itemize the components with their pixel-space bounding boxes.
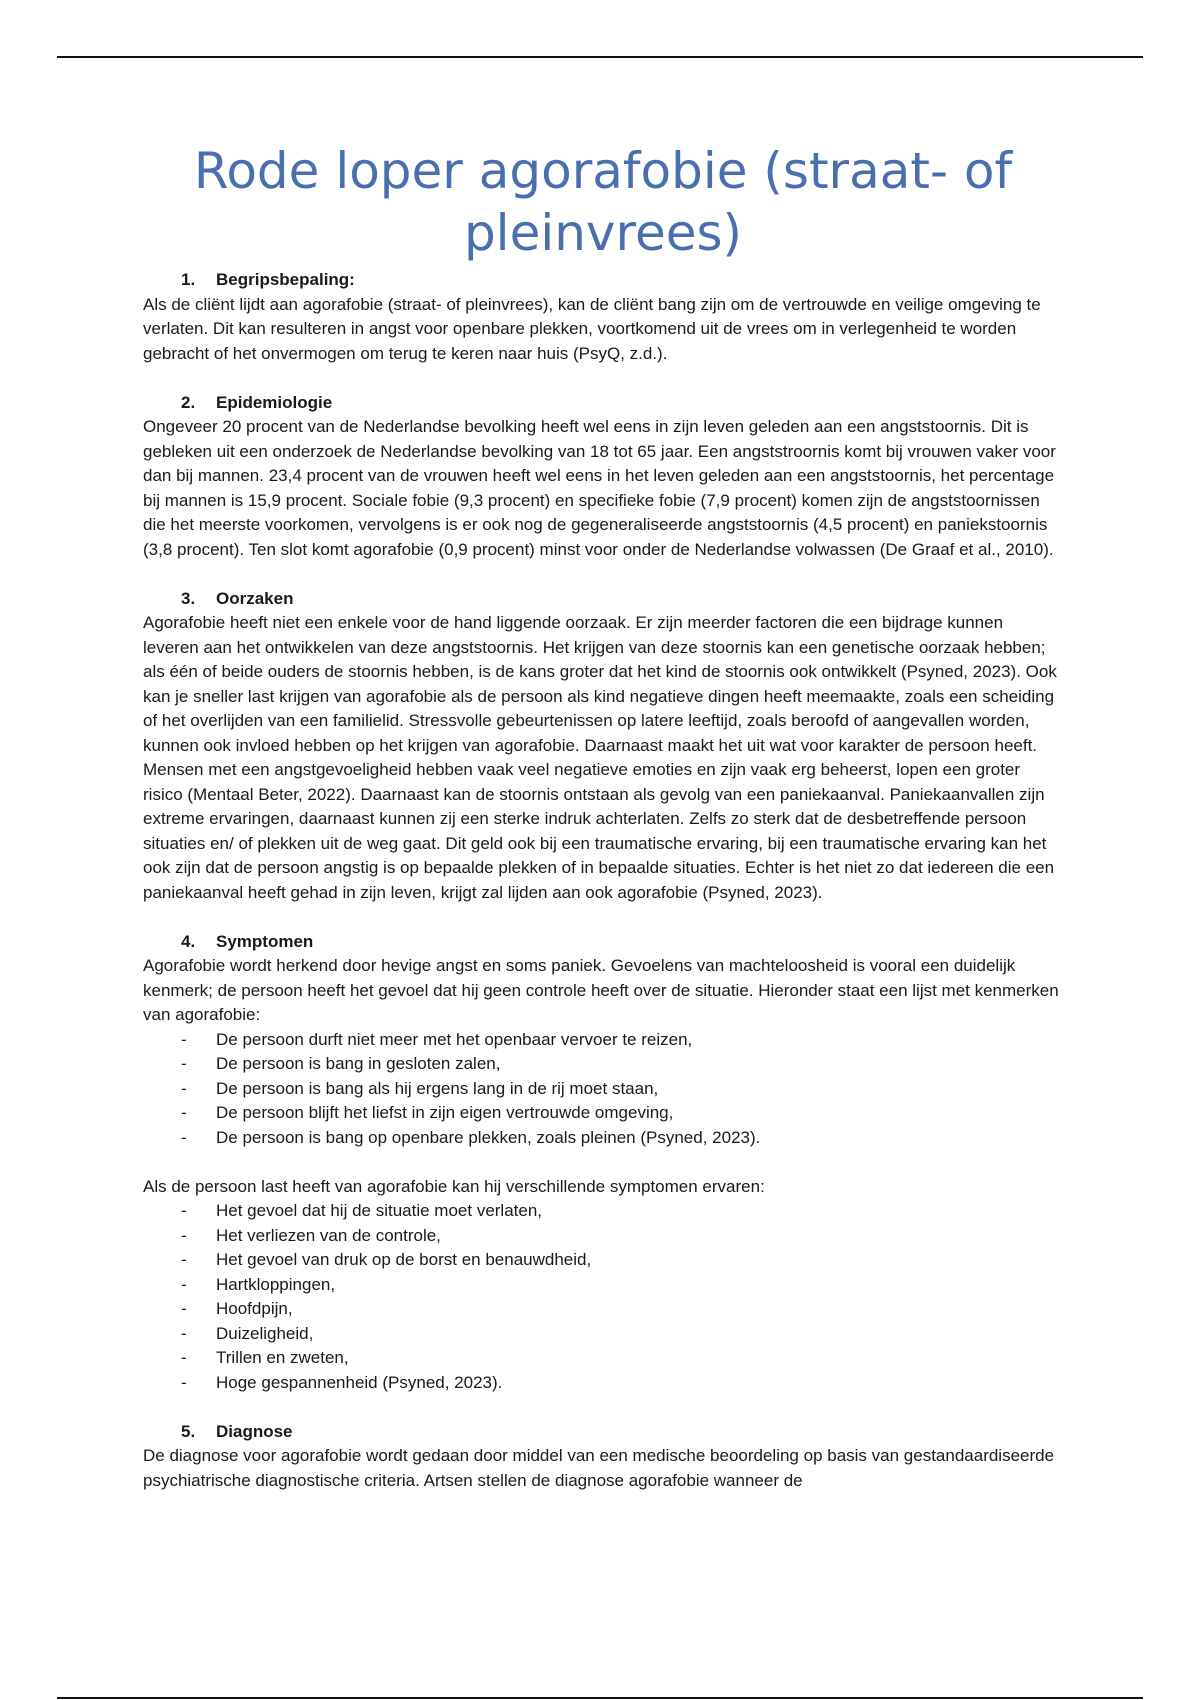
list-item [143,1052,1063,1077]
list-item-text: Het gevoel van druk op de borst en benauwdheid, [216,1250,592,1269]
list-item [143,1273,1063,1298]
section-begripsbepaling [143,268,1063,366]
paragraph: Agorafobie heeft niet een enkele voor de hand liggende oorzaak. Er zijn meerder factoren die een bijdrage kunnen leveren aan het ontwikkelen van deze angststoornis. Het krijgen van deze stoornis kan een genetische oorzaak hebben; als één of beide ouders de stoornis hebben, is de kans groter dat het kind de stoornis ook ontwikkelt (Psyned, 2023). Ook kan je sneller last krijgen van agorafobie als de persoon als kind negatieve dingen heeft meemaakte, zoals een scheiding of het overlijden van een familielid. Stressvolle gebeurtenissen op latere leeftijd, zoals beroofd of aangevallen worden, kunnen ook invloed hebben op het krijgen van agorafobie. Daarnaast maakt het uit wat voor karakter de persoon heeft. Mensen met een angstgevoeligheid hebben vaak veel negatieve emoties en zijn vaak erg beheerst, lopen een groter risico (Mentaal Beter, 2022). Daarnaast kan de stoornis ontstaan als gevolg van een paniekaanval. Paniekaanvallen zijn extreme ervaringen, daarnaast kunnen zij een sterke indruk achterlaten. Zelfs zo sterk dat de desbetreffende persoon situaties en/ of plekken uit de weg gaat. Dit geld ook bij een traumatische ervaring, bij een traumatische ervaring kan het ook zijn dat de persoon angstig is op bepaalde plekken of in bepaalde situaties. Echter is het niet zo dat iedereen die een paniekaanval heeft gehad in zijn leven, krijgt zal lijden aan ook agorafobie (Psyned, 2023). [143,613,1057,902]
section-title: Epidemiologie [216,392,333,412]
paragraph: De diagnose voor agorafobie wordt gedaan door middel van een medische beoordeling op basis van gestandaardiseerde psychiatrische diagnostische criteria. Artsen stellen de diagnose agorafobie wanneer de [143,1446,1055,1490]
list-item [143,1199,1063,1224]
list-item-text: De persoon is bang op openbare plekken, zoals pleinen (Psyned, 2023). [216,1127,761,1147]
bullet-dash: - [181,1201,187,1220]
paragraph: Als de cliënt lijdt aan agorafobie (straat- of pleinvrees), kan de cliënt bang zijn om de vertrouwde en veilige omgeving te verlaten. Dit kan resulteren in angst voor openbare plekken, voortkomend uit de vrees om in verlegenheid te worden gebracht of het onvermogen om terug te keren naar huis (PsyQ, z.d.). [143,294,1041,363]
list-item-text: Trillen en zweten, [216,1348,349,1367]
list-item-text: Het gevoel dat hij de situatie moet verlaten, [216,1201,543,1220]
paragraph: Agorafobie wordt herkend door hevige angst en soms paniek. Gevoelens van machteloosheid is vooral een duidelijk kenmerk; de persoon heeft het gevoel dat hij geen controle heeft over de situatie. Hieronder staat een lijst met kenmerken van agorafobie: [143,956,1059,1024]
list-item [143,1297,1063,1322]
section-diagnose [143,1420,1063,1494]
list-item-text: Hoge gespannenheid (Psyned, 2023). [216,1372,503,1392]
list-item-text: Hartkloppingen, [216,1274,336,1294]
kenmerken-list [143,1028,1063,1151]
section-heading [143,391,1063,416]
section-title: Begripsbepaling: [216,270,355,289]
list-item [143,1077,1063,1102]
document-title: Rode loper agorafobie (straat- of pleinvrees) [193,142,1013,262]
section-symptomen [143,930,1063,1396]
bullet-dash: - [181,1250,187,1269]
section-heading [143,930,1063,955]
bullet-dash: - [181,1274,187,1294]
section-number: 5. [181,1421,196,1441]
bullet-dash: - [181,1299,187,1318]
section-number: 3. [181,588,196,608]
top-rule [57,56,1143,58]
list-item [143,1126,1063,1151]
list-item-text: De persoon is bang als hij ergens lang in de rij moet staan, [216,1078,659,1098]
paragraph: Ongeveer 20 procent van de Nederlandse bevolking heeft wel eens in zijn leven geleden aan een angststoornis. Dit is gebleken uit een onderzoek de Nederlandse bevolking van 18 tot 65 jaar. Een angststroornis komt bij vrouwen vaker voor dan bij mannen. 23,4 procent van de vrouwen heeft wel eens in het leven geleden aan een angststoornis, het percentage bij mannen is 15,9 procent. Sociale fobie (9,3 procent) en specifieke fobie (7,9 procent) komen zijn de angststoornissen die het meerste voorkomen, vervolgens is er ook nog de gegeneraliseerde angststoornis (4,5 procent) en paniekstoornis (3,8 procent). Ten slot komt agorafobie (0,9 procent) minst voor onder de Nederlandse volwassen (De Graaf et al., 2010). [143,417,1056,559]
section-heading [143,268,1063,293]
list-item-text: Het verliezen van de controle, [216,1225,441,1245]
list-item-text: De persoon is bang in gesloten zalen, [216,1054,501,1073]
list-item-text: Duizeligheid, [216,1323,314,1343]
section-title: Symptomen [216,931,314,951]
section-number: 1. [181,270,196,289]
paragraph: Als de persoon last heeft van agorafobie kan hij verschillende symptomen ervaren: [143,1176,765,1196]
document-page [143,140,1063,1493]
section-epidemiologie [143,391,1063,563]
bullet-dash: - [181,1348,187,1367]
bottom-rule [57,1697,1143,1699]
list-item [143,1248,1063,1273]
list-item [143,1224,1063,1249]
section-number: 4. [181,931,196,951]
bullet-dash: - [181,1054,187,1073]
symptomen-list [143,1199,1063,1395]
list-item-text: De persoon durft niet meer met het openbaar vervoer te reizen, [216,1029,693,1049]
bullet-dash: - [181,1029,187,1049]
bullet-dash: - [181,1323,187,1343]
section-heading [143,587,1063,612]
list-item [143,1346,1063,1371]
bullet-dash: - [181,1103,187,1122]
list-item-text: De persoon blijft het liefst in zijn eigen vertrouwde omgeving, [216,1103,674,1122]
list-item [143,1028,1063,1053]
section-oorzaken [143,587,1063,906]
bullet-dash: - [181,1078,187,1098]
bullet-dash: - [181,1127,187,1147]
list-item [143,1101,1063,1126]
list-item [143,1371,1063,1396]
section-heading [143,1420,1063,1445]
list-item-text: Hoofdpijn, [216,1299,293,1318]
section-number: 2. [181,392,196,412]
section-title: Oorzaken [216,588,294,608]
bullet-dash: - [181,1225,187,1245]
section-title: Diagnose [216,1421,293,1441]
bullet-dash: - [181,1372,187,1392]
list-item [143,1322,1063,1347]
